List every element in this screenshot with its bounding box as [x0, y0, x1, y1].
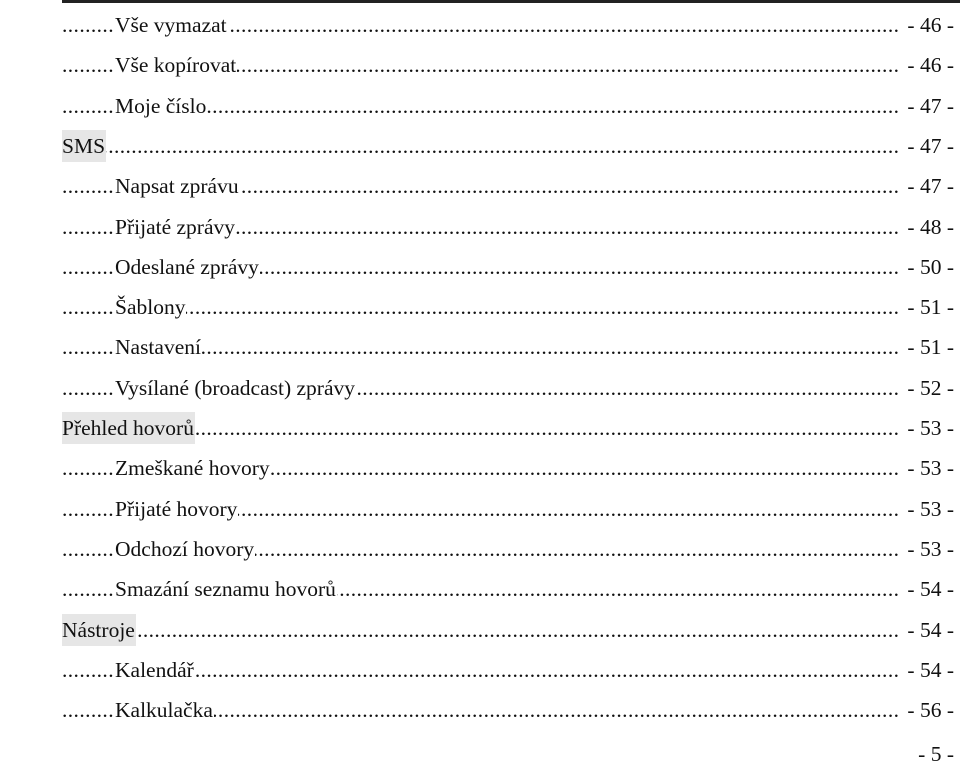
toc-entry-page: - 53 -	[905, 493, 954, 525]
toc-entry-page: - 54 -	[905, 573, 954, 605]
toc-entry-page: - 46 -	[905, 49, 954, 81]
toc-entry-page: - 52 -	[905, 372, 954, 404]
page-number: - 5 -	[918, 742, 954, 766]
toc-entry-page: - 47 -	[905, 130, 954, 162]
toc-entry-label: Přehled hovorů	[62, 412, 195, 444]
toc-entry[interactable]	[0, 90, 960, 122]
toc-entry-label: Smazání seznamu hovorů	[115, 573, 337, 605]
toc-entry-label: Přijaté zprávy	[115, 211, 236, 243]
toc-entry-page: - 48 -	[905, 211, 954, 243]
toc-entry-label: SMS	[62, 130, 106, 162]
toc-entry-label: Napsat zprávu	[115, 170, 240, 202]
toc-entry[interactable]	[0, 130, 960, 162]
toc-entry-label: Šablony	[115, 291, 186, 323]
toc-entry[interactable]	[0, 372, 960, 404]
toc-entry[interactable]	[0, 654, 960, 686]
toc-entry-label: Nástroje	[62, 614, 136, 646]
toc-entry-page: - 50 -	[905, 251, 954, 283]
toc-entry-page: - 53 -	[905, 412, 954, 444]
toc-entry[interactable]	[0, 331, 960, 363]
toc-entry[interactable]	[0, 412, 960, 444]
toc-entry[interactable]	[0, 493, 960, 525]
toc-entry[interactable]	[0, 533, 960, 565]
toc-entry-label: Kalendář	[115, 654, 195, 686]
toc-entry-label: Odeslané zprávy	[115, 251, 260, 283]
toc-entry-page: - 51 -	[905, 291, 954, 323]
toc-entry-page: - 54 -	[905, 614, 954, 646]
toc-entry[interactable]	[0, 9, 960, 41]
toc-entry[interactable]	[0, 291, 960, 323]
toc-entry[interactable]	[0, 694, 960, 726]
toc-entry-label: Přijaté hovory	[115, 493, 238, 525]
toc-entry[interactable]	[0, 251, 960, 283]
toc-entry-page: - 47 -	[905, 90, 954, 122]
toc-entry-label: Zmeškané hovory	[115, 452, 271, 484]
toc-entry[interactable]	[0, 49, 960, 81]
toc-entry-label: Vše vymazat	[115, 9, 228, 41]
toc-entry-page: - 51 -	[905, 331, 954, 363]
toc-entry[interactable]	[0, 573, 960, 605]
toc-entry-label: Odchozí hovory	[115, 533, 255, 565]
toc-entry-label: Moje číslo	[115, 90, 207, 122]
toc-entry[interactable]	[0, 452, 960, 484]
toc-dot-leader	[62, 291, 900, 323]
toc-entry[interactable]	[0, 614, 960, 646]
toc-entry-page: - 56 -	[905, 694, 954, 726]
toc-entry-label: Kalkulačka	[115, 694, 214, 726]
toc-dot-leader	[62, 130, 900, 162]
toc-entry-label: Vše kopírovat	[115, 49, 237, 81]
toc-entry-page: - 47 -	[905, 170, 954, 202]
toc-entry-label: Nastavení	[115, 331, 202, 363]
toc-entry[interactable]	[0, 170, 960, 202]
toc-entry-page: - 53 -	[905, 533, 954, 565]
toc-entry-page: - 54 -	[905, 654, 954, 686]
toc-entry-page: - 53 -	[905, 452, 954, 484]
toc-entry[interactable]	[0, 211, 960, 243]
toc-entry-page: - 46 -	[905, 9, 954, 41]
top-rule	[62, 0, 960, 3]
toc-dot-leader	[62, 614, 900, 646]
toc-entry-label: Vysílané (broadcast) zprávy	[115, 372, 356, 404]
